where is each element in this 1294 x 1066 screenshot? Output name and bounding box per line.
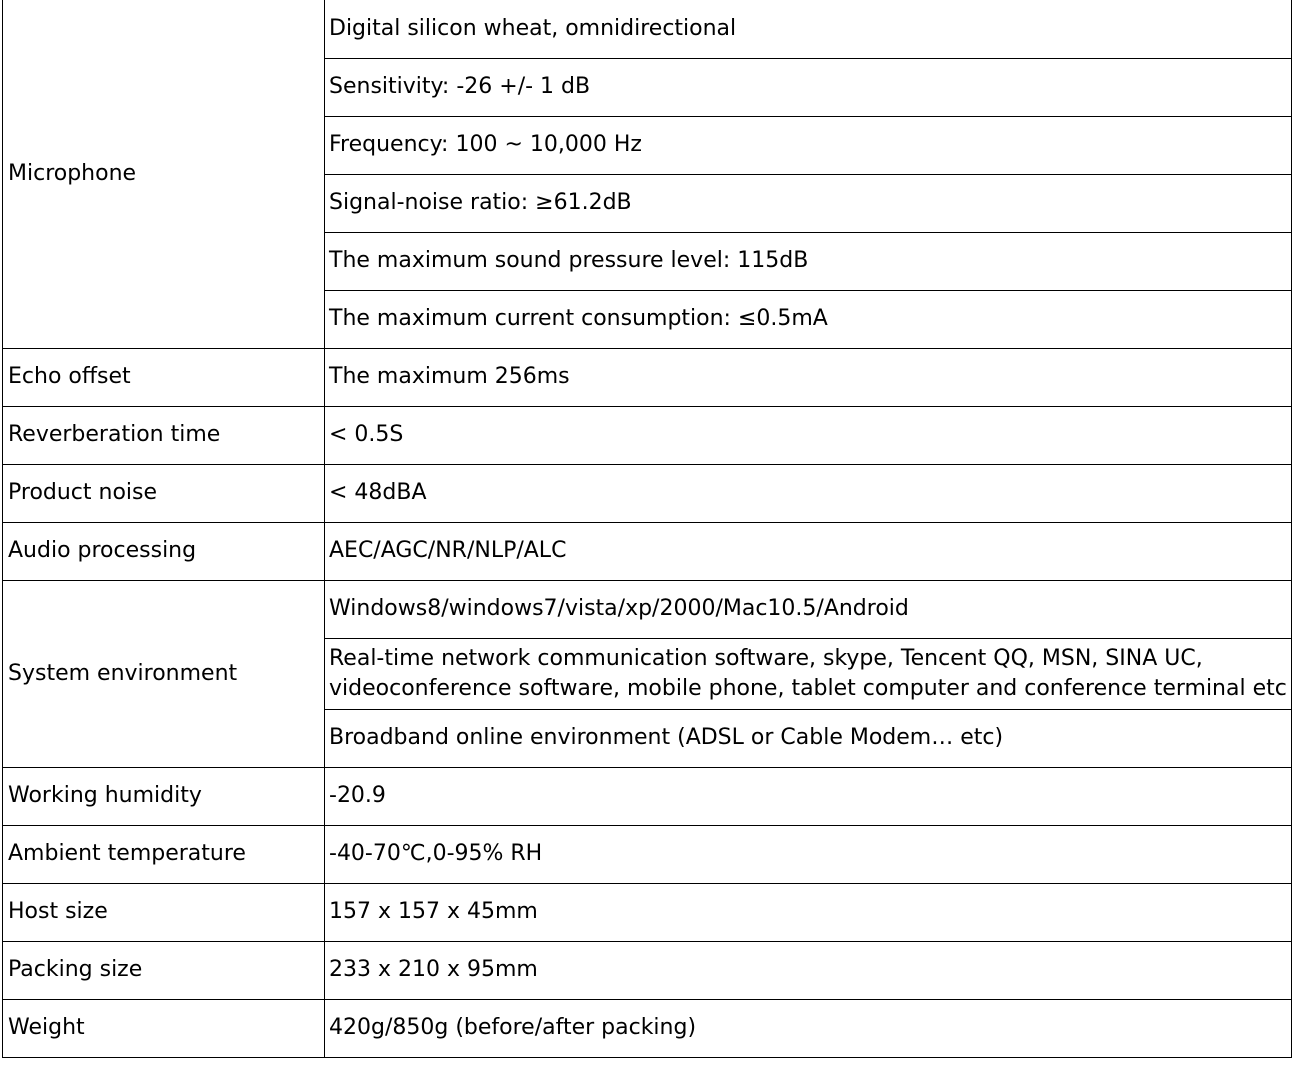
table-row xyxy=(3,406,1292,464)
spec-value: -40-70℃,0-95% RH xyxy=(325,825,1292,883)
spec-value-line: Real-time network communication software, skype, Tencent QQ, MSN, SINA UC, xyxy=(329,645,1203,671)
spec-value: Digital silicon wheat, omnidirectional xyxy=(325,0,1292,58)
table-row xyxy=(3,580,1292,638)
spec-value: Frequency: 100 ~ 10,000 Hz xyxy=(325,116,1292,174)
spec-label-product-noise: Product noise xyxy=(3,464,325,522)
spec-value: The maximum sound pressure level: 115dB xyxy=(325,232,1292,290)
table-row xyxy=(3,522,1292,580)
spec-value: Broadband online environment (ADSL or Cable Modem… etc) xyxy=(325,709,1292,767)
spec-label-ambient-temperature: Ambient temperature xyxy=(3,825,325,883)
spec-label-audio-processing: Audio processing xyxy=(3,522,325,580)
spec-label-reverberation-time: Reverberation time xyxy=(3,406,325,464)
spec-value: Signal-noise ratio: ≥61.2dB xyxy=(325,174,1292,232)
spec-value: Sensitivity: -26 +/- 1 dB xyxy=(325,58,1292,116)
table-row xyxy=(3,941,1292,999)
spec-value: < 48dBA xyxy=(325,464,1292,522)
spec-label-system-environment: System environment xyxy=(3,580,325,767)
spec-value-multiline xyxy=(325,638,1292,709)
spec-value-line: videoconference software, mobile phone, tablet computer and conference terminal etc xyxy=(329,675,1287,701)
table-row xyxy=(3,825,1292,883)
spec-label-host-size: Host size xyxy=(3,883,325,941)
table-row xyxy=(3,348,1292,406)
spec-value: -20.9 xyxy=(325,767,1292,825)
spec-value: The maximum 256ms xyxy=(325,348,1292,406)
table-row xyxy=(3,464,1292,522)
spec-table xyxy=(2,0,1292,1058)
spec-value: 233 x 210 x 95mm xyxy=(325,941,1292,999)
table-row xyxy=(3,0,1292,58)
spec-label-working-humidity: Working humidity xyxy=(3,767,325,825)
table-row xyxy=(3,999,1292,1057)
spec-value: 420g/850g (before/after packing) xyxy=(325,999,1292,1057)
spec-label-microphone: Microphone xyxy=(3,0,325,348)
spec-value: Windows8/windows7/vista/xp/2000/Mac10.5/Android xyxy=(325,580,1292,638)
spec-label-packing-size: Packing size xyxy=(3,941,325,999)
spec-value: 157 x 157 x 45mm xyxy=(325,883,1292,941)
table-row xyxy=(3,767,1292,825)
spec-label-weight: Weight xyxy=(3,999,325,1057)
spec-label-echo-offset: Echo offset xyxy=(3,348,325,406)
spec-value: The maximum current consumption: ≤0.5mA xyxy=(325,290,1292,348)
table-row xyxy=(3,883,1292,941)
spec-value: AEC/AGC/NR/NLP/ALC xyxy=(325,522,1292,580)
spec-value: < 0.5S xyxy=(325,406,1292,464)
